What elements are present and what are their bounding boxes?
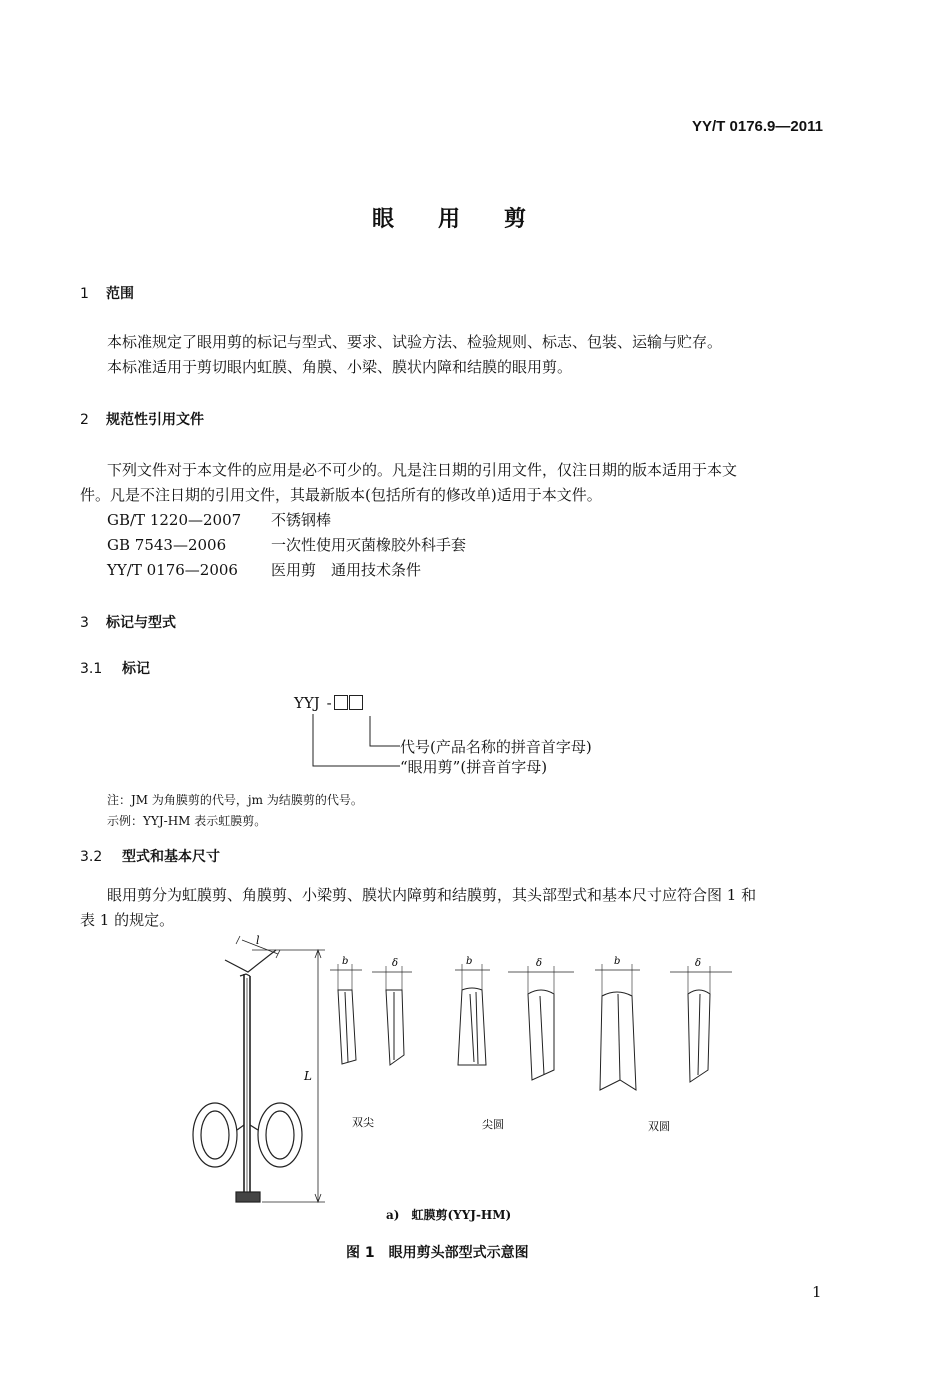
example: 示例：YYJ-HM 表示虹膜剪。 [107,814,267,828]
note: 注：JM 为角膜剪的代号，jm 为结膜剪的代号。 [107,793,363,807]
reference-code: YY/T 0176—2006 [107,561,238,579]
section-1-paragraph-2: 本标准适用于剪切眼内虹膜、角膜、小梁、膜状内障和结膜的眼用剪。 [107,358,573,376]
section-1-heading [80,283,134,303]
section-3-number: 3 [80,615,89,631]
section-2-title: 规范性引用文件 [106,412,204,428]
section-3-1-heading [80,658,150,678]
tip-detail-b-1 [330,964,362,1064]
reference-name: 医用剪 通用技术条件 [271,561,422,579]
dimension-b-label: b [342,956,349,967]
figure-caption: 图 1 眼用剪头部型式示意图 [346,1245,529,1261]
scissors-illustration [193,950,302,1202]
section-3-1-number: 3.1 [80,661,103,677]
reference-code: GB 7543—2006 [107,536,227,554]
standard-number: YY/T 0176.9—2011 [692,118,823,135]
dimension-b-label: b [614,956,621,967]
section-2-paragraph-line-1: 下列文件对于本文件的应用是必不可少的。凡是注日期的引用文件，仅注日期的版本适用于本文 [107,461,738,479]
section-3-heading [80,612,176,632]
figure-1-drawing [180,930,760,1210]
tip-detail-delta-1 [372,966,412,1065]
page-number: 1 [812,1283,822,1301]
tip-detail-delta-2 [508,966,574,1080]
dimension-b-label: b [466,956,473,967]
section-2-paragraph-line-2: 件。凡是不注日期的引用文件，其最新版本(包括所有的修改单)适用于本文件。 [80,486,602,504]
reference-item [107,558,421,583]
tip-detail-b-3 [595,964,640,1090]
reference-name: 一次性使用灭菌橡胶外科手套 [271,536,467,554]
variant-label-pointed-round: 尖圆 [482,1118,504,1131]
variant-label-double-pointed: 双尖 [352,1116,374,1129]
variant-label-double-round: 双圆 [648,1120,670,1133]
dimension-delta-label: δ [695,958,702,969]
marking-leader-lines [280,708,420,778]
dimension-delta-label: δ [392,958,399,969]
section-3-2-number: 3.2 [80,849,103,865]
reference-name: 不锈钢棒 [271,511,332,529]
tip-detail-delta-3 [670,966,732,1082]
marking-dash: - [326,694,332,712]
section-3-title: 标记与型式 [106,615,176,631]
section-3-1-title: 标记 [122,661,150,677]
reference-item [107,533,466,558]
marking-label-code: 代号(产品名称的拼音首字母) [400,738,592,756]
document-title: 眼用剪 [372,207,571,232]
section-3-2-paragraph-line-2: 表 1 的规定。 [80,911,175,929]
marking-label-name: “眼用剪”(拼音首字母) [400,758,548,776]
tip-detail-b-2 [455,964,490,1065]
reference-item [107,508,331,533]
section-3-2-title: 型式和基本尺寸 [122,849,220,865]
section-3-2-paragraph-line-1: 眼用剪分为虹膜剪、角膜剪、小梁剪、膜状内障剪和结膜剪，其头部型式和基本尺寸应符合图 1 和 [107,886,757,904]
dimension-L-label: L [304,1069,312,1083]
figure-subcaption: a) 虹膜剪(YYJ-HM) [386,1208,512,1222]
dimension-delta-label: δ [536,958,543,969]
section-2-heading [80,409,204,429]
reference-code: GB/T 1220—2007 [107,511,242,529]
section-1-paragraph-1: 本标准规定了眼用剪的标记与型式、要求、试验方法、检验规则、标志、包装、运输与贮存。 [107,333,723,351]
section-2-number: 2 [80,412,89,428]
section-1-number: 1 [80,286,89,302]
dimension-l-small-label: l [256,934,260,947]
section-1-title: 范围 [106,286,134,302]
marking-prefix: YYJ [294,694,320,712]
section-3-2-heading [80,846,220,866]
